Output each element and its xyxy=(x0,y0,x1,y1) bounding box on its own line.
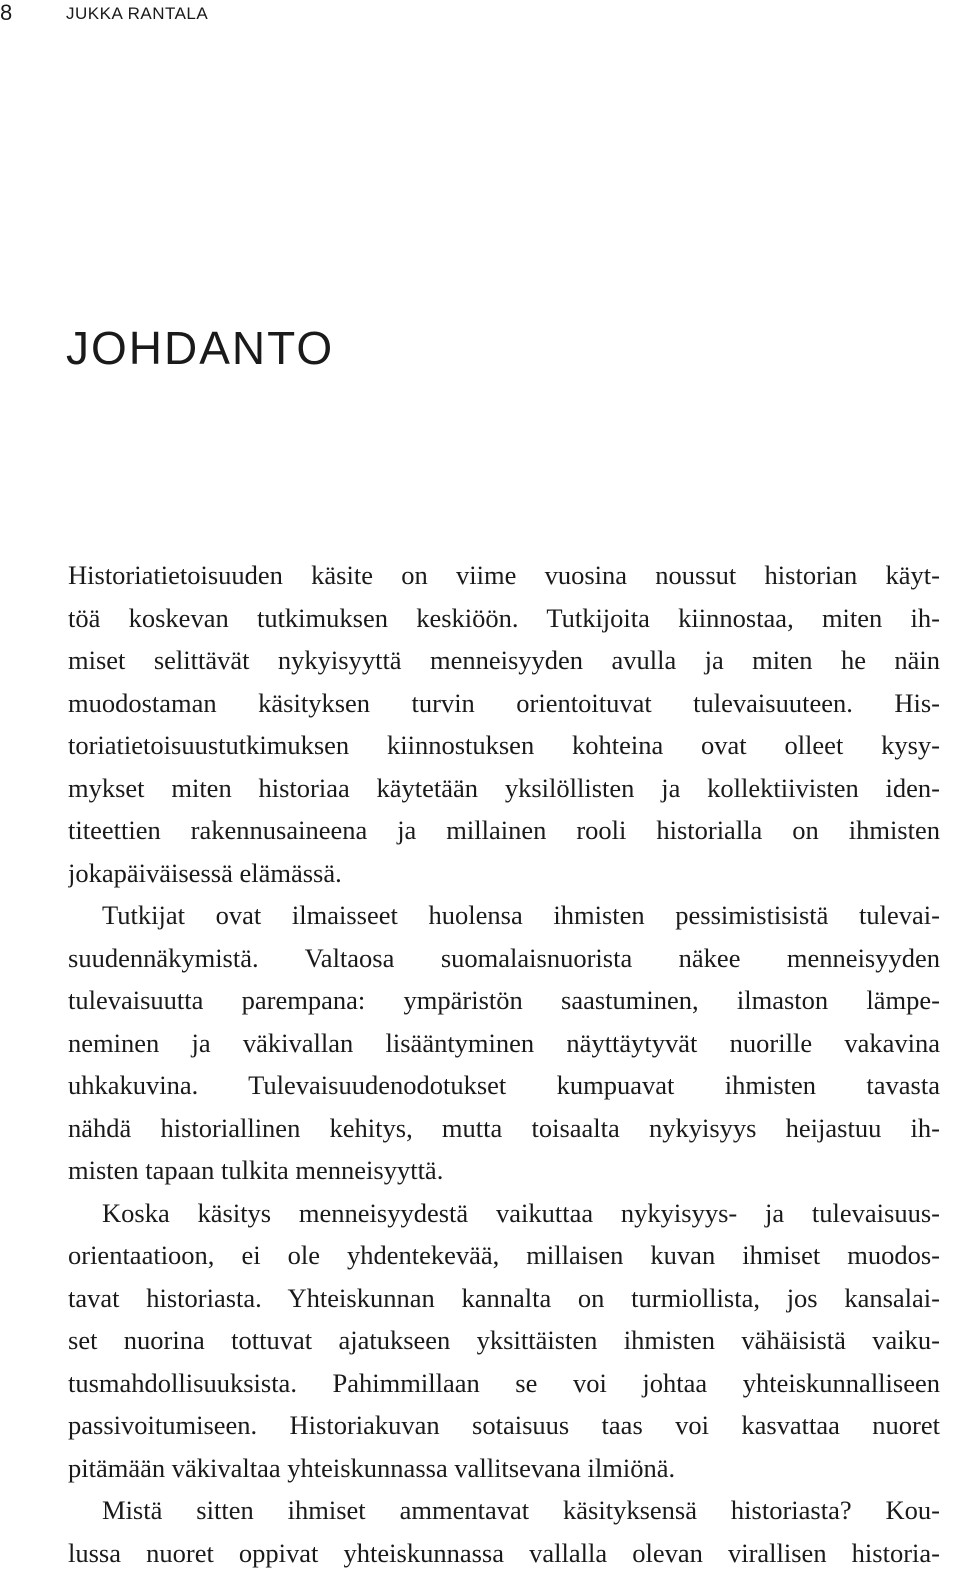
text-line: passivoitumiseen. Historiakuvan sotaisuus taas voi kasvattaa nuoret xyxy=(68,1410,940,1440)
text-line: Koska käsitys menneisyydestä vaikuttaa nykyisyys- ja tulevaisuus- xyxy=(102,1197,940,1228)
text-line: töä koskevan tutkimuksen keskiöön. Tutkijoita kiinnostaa, miten ih- xyxy=(68,602,940,633)
text-line: Tutkijat ovat ilmaisseet huolensa ihmisten pessimistisistä tulevai- xyxy=(102,900,940,930)
text-line: pitämään väkivaltaa yhteiskunnassa vallitsevana ilmiönä. xyxy=(68,1452,676,1483)
paragraph xyxy=(68,1192,940,1490)
text-line: suudennäkymistä. Valtaosa suomalaisnuorista näkee menneisyyden xyxy=(68,942,940,973)
text-line: Mistä sitten ihmiset ammentavat käsityksensä historiasta? Kou- xyxy=(102,1495,940,1525)
page-number: 8 xyxy=(0,0,13,25)
text-line: muodostaman käsityksen turvin orientoituvat tulevaisuuteen. His- xyxy=(68,687,940,718)
text-line: lussa nuoret oppivat yhteiskunnassa vallalla olevan virallisen historia- xyxy=(68,1537,940,1568)
text-line: mykset miten historiaa käytetään yksilöllisten ja kollektiivisten iden- xyxy=(68,772,940,803)
text-line: nähdä historiallinen kehitys, mutta toisaalta nykyisyys heijastuu ih- xyxy=(68,1112,940,1143)
text-line: Historiatietoisuuden käsite on viime vuosina noussut historian käyt- xyxy=(68,560,940,590)
text-line: uhkakuvina. Tulevaisuudenodotukset kumpuavat ihmisten tavasta xyxy=(68,1070,940,1100)
text-line: jokapäiväisessä elämässä. xyxy=(68,857,342,888)
text-line: tavat historiasta. Yhteiskunnan kannalta on turmiollista, jos kansalai- xyxy=(68,1282,940,1313)
paragraph xyxy=(68,1489,940,1574)
text-line: tulevaisuutta parempana: ympäristön saastuminen, ilmaston lämpe- xyxy=(68,985,940,1015)
text-line: neminen ja väkivallan lisääntyminen näyttäytyvät nuorille vakavina xyxy=(68,1027,940,1058)
paragraph xyxy=(68,554,940,894)
text-line: set nuorina tottuvat ajatukseen yksittäisten ihmisten vähäisistä vaiku- xyxy=(68,1325,940,1355)
running-title: JUKKA RANTALA xyxy=(66,4,209,23)
text-line: miset selittävät nykyisyyttä menneisyyden avulla ja miten he näin xyxy=(68,645,940,675)
text-line: toriatietoisuustutkimuksen kiinnostuksen kohteina ovat olleet kysy- xyxy=(68,730,940,760)
text-line: misten tapaan tulkita menneisyyttä. xyxy=(68,1155,444,1185)
body-text xyxy=(68,554,940,1574)
chapter-title: JOHDANTO xyxy=(66,322,335,374)
text-line: titeettien rakennusaineena ja millainen rooli historialla on ihmisten xyxy=(68,815,940,845)
text-line: tusmahdollisuuksista. Pahimmillaan se voi johtaa yhteiskunnalliseen xyxy=(68,1367,940,1398)
paragraph xyxy=(68,894,940,1192)
text-line: orientaatioon, ei ole yhdentekevää, millaisen kuvan ihmiset muodos- xyxy=(68,1240,940,1270)
